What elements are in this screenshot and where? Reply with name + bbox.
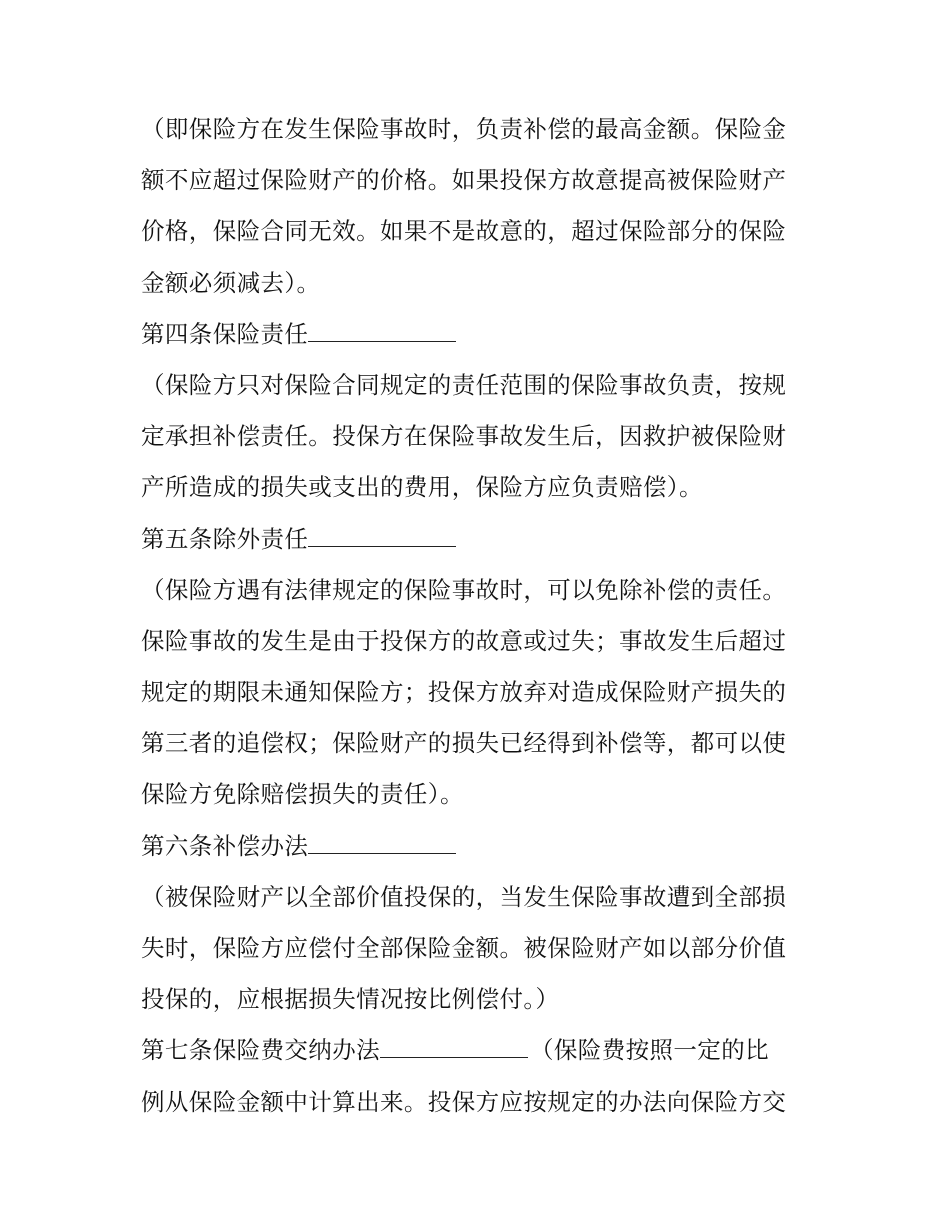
paragraph-line: 产所造成的损失或支出的费用，保险方应负责赔偿）。 bbox=[141, 473, 703, 502]
paragraph-line: 第三者的追偿权；保险财产的损失已经得到补偿等，都可以使 bbox=[141, 729, 787, 758]
paragraph-line: 投保的，应根据损失情况按比例偿付。） bbox=[141, 985, 560, 1014]
clause-heading-7 bbox=[141, 1025, 813, 1076]
paragraph-line: 失时，保险方应偿付全部保险金额。被保险财产如以部分价值 bbox=[141, 934, 787, 962]
fill-in-blank[interactable] bbox=[308, 852, 456, 854]
paragraph-line: （被保险财产以全部价值投保的，当发生保险事故遭到全部损 bbox=[141, 882, 787, 911]
clause-heading-text: 第四条保险责任 bbox=[141, 319, 309, 348]
fill-in-blank[interactable] bbox=[308, 340, 456, 342]
clause-heading-text: 第六条补偿办法 bbox=[141, 831, 309, 860]
clause-heading-5 bbox=[141, 514, 813, 565]
clause-heading-text: 第五条除外责任 bbox=[141, 524, 309, 553]
fill-in-blank[interactable] bbox=[380, 1056, 528, 1058]
paragraph-line: 价格，保险合同无效。如果不是故意的，超过保险部分的保险 bbox=[141, 217, 787, 246]
paragraph-line: 额不应超过保险财产的价格。如果投保方故意提高被保险财产 bbox=[141, 166, 787, 195]
paragraph-line: （保险方只对保险合同规定的责任范围的保险事故负责，按规 bbox=[141, 370, 787, 399]
clause-heading-4 bbox=[141, 309, 813, 360]
paragraph-line: 保险事故的发生是由于投保方的故意或过失；事故发生后超过 bbox=[141, 626, 787, 655]
paragraph-line: （保险方遇有法律规定的保险事故时，可以免除补偿的责任。 bbox=[141, 575, 787, 604]
paragraph-line: 规定的期限未通知保险方；投保方放弃对造成保险财产损失的 bbox=[141, 678, 787, 707]
clause-note-text: （保险费按照一定的比 bbox=[530, 1036, 769, 1065]
clause-heading-text: 第七条保险费交纳办法 bbox=[141, 1036, 380, 1065]
paragraph-line: 金额必须减去）。 bbox=[141, 268, 321, 297]
paragraph-line: 例从保险金额中计算出来。投保方应按规定的办法向保险方交 bbox=[141, 1087, 787, 1116]
paragraph-line: （即保险方在发生保险事故时，负责补偿的最高金额。保险金 bbox=[141, 115, 787, 143]
clause-heading-6 bbox=[141, 821, 813, 872]
fill-in-blank[interactable] bbox=[308, 545, 456, 547]
document-page bbox=[141, 104, 813, 1128]
paragraph-line: 定承担补偿责任。投保方在保险事故发生后，因救护被保险财 bbox=[141, 422, 787, 451]
paragraph-line: 保险方免除赔偿损失的责任）。 bbox=[141, 780, 464, 809]
